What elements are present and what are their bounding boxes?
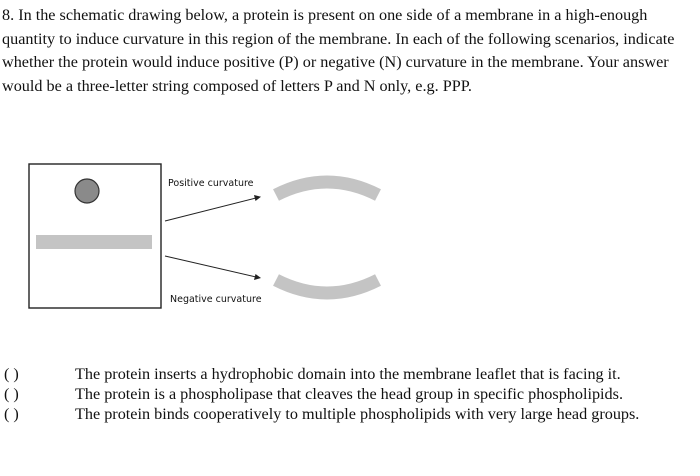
option-row — [0, 385, 700, 405]
positive-curvature-label: Positive curvature — [168, 178, 254, 189]
answer-blank[interactable]: ( ) — [4, 405, 19, 423]
option-text: The protein inserts a hydrophobic domain into the membrane leaflet that is facing it. — [75, 365, 621, 383]
protein-circle — [75, 179, 99, 203]
answer-blank[interactable]: ( ) — [4, 385, 19, 403]
schematic-figure — [0, 150, 400, 320]
option-row — [0, 405, 700, 425]
option-text: The protein binds cooperatively to multiple phospholipids with very large head groups. — [75, 405, 640, 423]
positive-curved-membrane — [276, 182, 378, 195]
flat-membrane — [36, 235, 152, 249]
positive-arrowhead — [254, 195, 261, 201]
negative-curvature-label: Negative curvature — [170, 294, 262, 305]
answer-options — [0, 365, 700, 425]
answer-blank[interactable]: ( ) — [4, 365, 19, 383]
question-text: 8. In the schematic drawing below, a protein is present on one side of a membrane in a high-enough quantity to induce curvature in this region of the membrane. In each of the following scenarios, indicate whether the protein would induce positive (P) or negative (N) curvature in the membrane. Your answer would be a three-letter string composed of letters P and N only, e.g. PPP. — [2, 6, 675, 95]
negative-arrow — [165, 256, 256, 277]
option-text: The protein is a phospholipase that cleaves the head group in specific phospholipids. — [75, 385, 623, 403]
negative-arrowhead — [254, 274, 261, 280]
negative-curved-membrane — [276, 280, 378, 293]
positive-arrow — [165, 198, 256, 221]
option-row — [0, 365, 700, 385]
